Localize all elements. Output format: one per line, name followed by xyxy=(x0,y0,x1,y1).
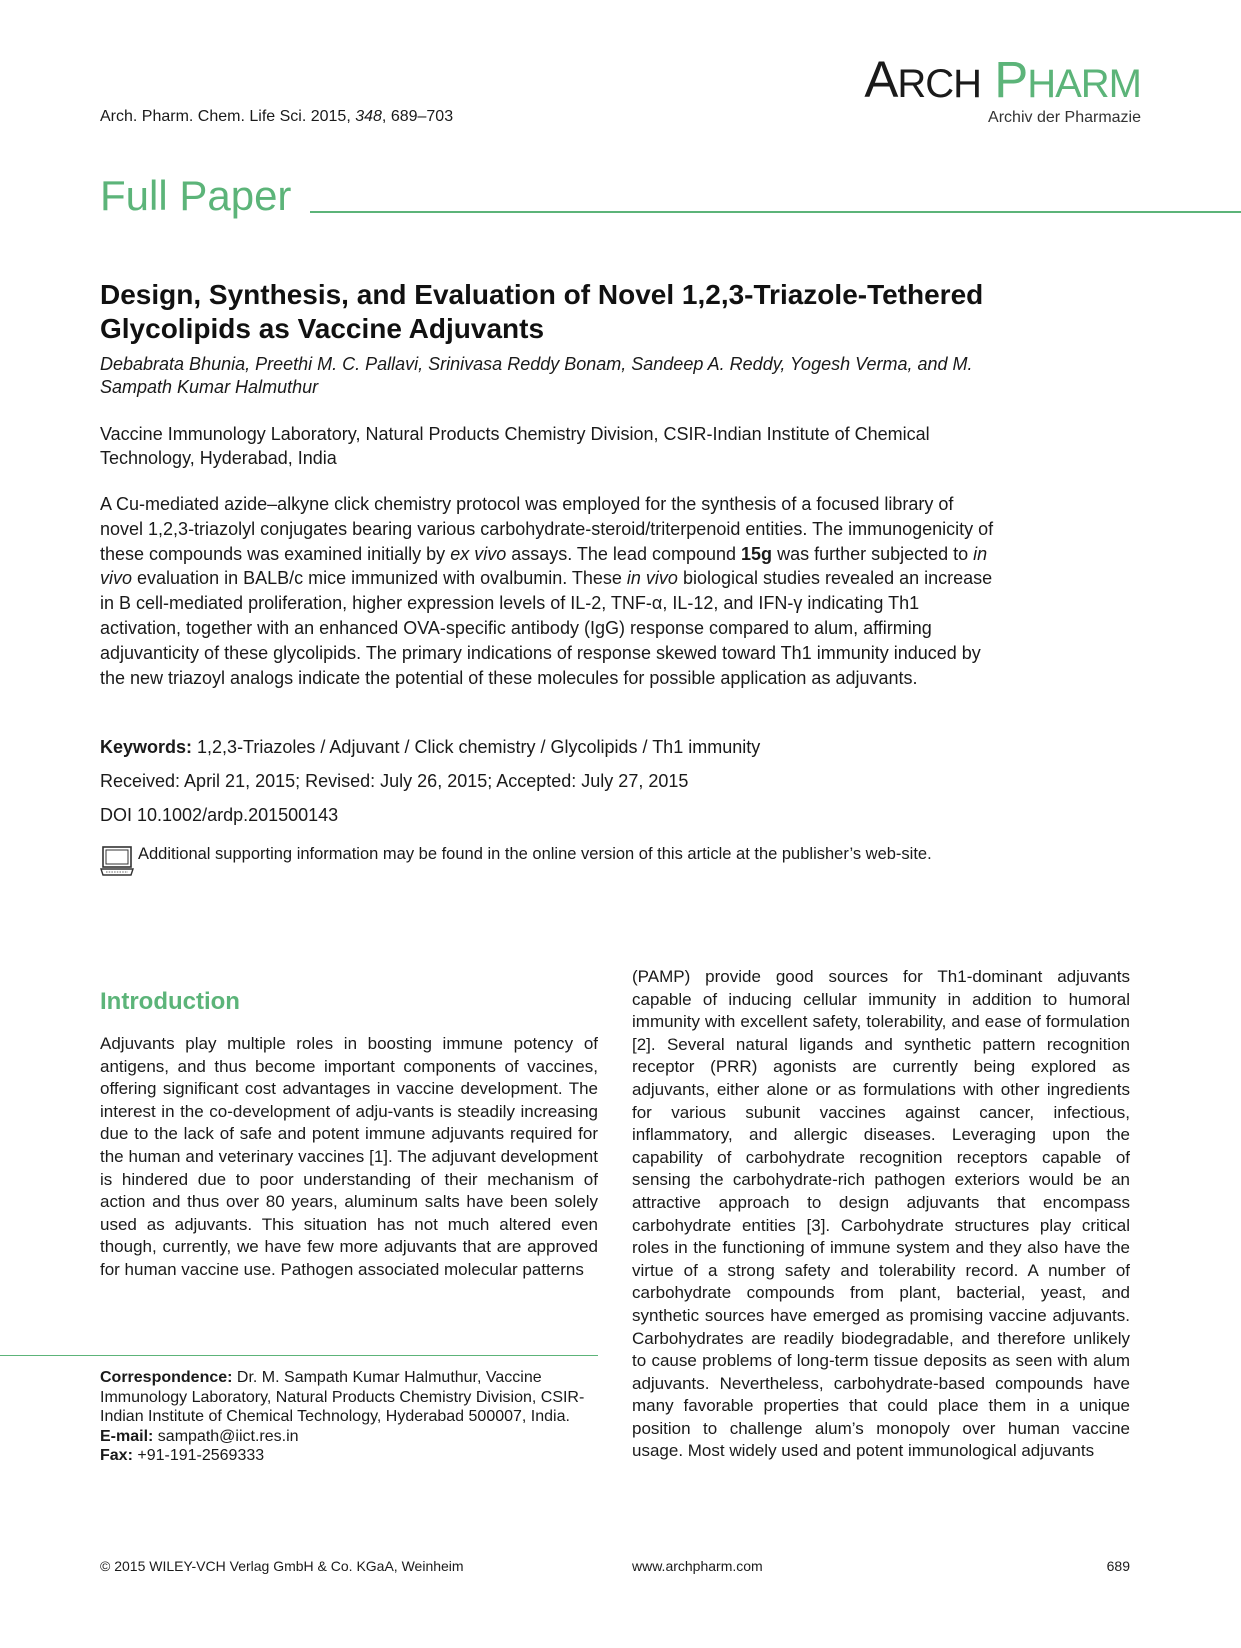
article-title: Design, Synthesis, and Evaluation of Novel 1,2,3-Triazole-Tethered Glycolipids as Vaccine Adjuvants xyxy=(100,279,984,344)
logo-arch-rest: RCH xyxy=(897,62,982,106)
affiliation: Vaccine Immunology Laboratory, Natural Products Chemistry Division, CSIR-Indian Institute of Chemical Technology, Hyderabad, India xyxy=(100,424,930,468)
laptop-icon xyxy=(100,845,134,877)
journal-logo xyxy=(864,51,1141,127)
logo-pharm-rest: HARM xyxy=(1027,62,1141,106)
intro-column-left xyxy=(100,1033,598,1282)
logo-subtitle: Archiv der Pharmazie xyxy=(988,109,1141,126)
correspondence xyxy=(100,1368,600,1466)
abstract-text: evaluation in BALB/c mice immunized with ovalbumin. These xyxy=(132,568,627,589)
abstract-text: was further subjected to xyxy=(772,543,974,564)
abstract-text: A Cu-mediated azide–alkyne click chemistry protocol was employed for the synthesis of a focused library of novel 1,2,3-triazolyl conjugates bearing various carbohydrate-steroid/triterpenoid entities. The immunogenicity of these compounds was examined initially by xyxy=(100,494,994,564)
fax-label: Fax: xyxy=(100,1447,133,1464)
compound-label: 15g xyxy=(741,543,773,564)
citation-prefix: Arch. Pharm. Chem. Life Sci. 2015, xyxy=(100,108,356,125)
keywords-list: 1,2,3-Triazoles / Adjuvant / Click chemistry / Glycolipids / Th1 immunity xyxy=(192,737,761,757)
intro-paragraph: (PAMP) provide good sources for Th1-dominant adjuvants capable of inducing cellular immunity in addition to humoral immunity with excellent safety, tolerability, and ease of formulation [2]. Several natural ligands and synthetic pattern recognition receptor (PRR) agonists are currently being explored as adjuvants, either alone or as formulations with other ingredients for various subunit vaccines against cancer, infectious, inflammatory, and allergic diseases. Leveraging upon the capability of carbohydrate recognition receptors capable of sensing the carbohydrate-rich pathogen exteriors would be an attractive approach to design adjuvants that encompass carbohydrate entities [3]. Carbohydrate structures play critical roles in the functioning of immune system and they also have the virtue of a strong safety and tolerability record. A number of carbohydrate compounds from plant, bacterial, yeast, and synthetic sources have emerged as promising vaccine adjuvants. Carbohydrates are readily biodegradable, and therefore unlikely to cause problems of long-term tissue deposits as seen with alum adjuvants. Nevertheless, carbohydrate-based compounds have many favorable properties that could place them in a unique position to challenge alum’s monopoly over human vaccine usage. Most widely used and potent immunological adjuvants xyxy=(632,967,1130,1461)
page-number: 689 xyxy=(1106,1558,1130,1574)
section-rule xyxy=(310,211,1241,213)
footnote-rule xyxy=(0,1355,598,1356)
abstract-emphasis: ex vivo xyxy=(450,543,507,564)
email-address[interactable]: sampath@iict.res.in xyxy=(153,1427,299,1445)
abstract-emphasis: in vivo xyxy=(100,543,988,589)
section-label: Full Paper xyxy=(100,172,292,219)
logo-arch-first: A xyxy=(864,51,898,108)
intro-heading: Introduction xyxy=(100,988,240,1015)
doi[interactable]: DOI 10.1002/ardp.201500143 xyxy=(100,805,339,825)
supporting-info-text: Additional supporting information may be found in the online version of this article at the publisher’s web-site. xyxy=(138,845,932,863)
abstract-text: biological studies revealed an increase in B cell-mediated proliferation, higher expression levels of IL-2, TNF-α, IL-12, and IFN-γ indicating Th1 activation, together with an enhanced OVA-specific antibody (IgG) response compared to alum, affirming adjuvanticity of these glycolipids. The primary indications of response skewed toward Th1 immunity induced by the new triazoyl analogs indicate the potential of these molecules for possible application as adjuvants. xyxy=(100,568,993,688)
intro-column-right xyxy=(632,966,1130,1463)
abstract-text: assays. The lead compound xyxy=(506,543,742,564)
keywords-label: Keywords: xyxy=(100,737,193,757)
citation-volume: 348 xyxy=(355,108,382,125)
logo-pharm-first: P xyxy=(994,51,1028,108)
email-label: E-mail: xyxy=(100,1427,154,1445)
abstract-emphasis: in vivo xyxy=(626,568,678,589)
abstract xyxy=(100,492,1000,690)
footer-copyright: © 2015 WILEY-VCH Verlag GmbH & Co. KGaA, Weinheim xyxy=(100,1558,464,1574)
journal-citation xyxy=(100,108,453,126)
keywords xyxy=(100,737,760,758)
article-dates: Received: April 21, 2015; Revised: July 26, 2015; Accepted: July 27, 2015 xyxy=(100,771,689,791)
author-list: Debabrata Bhunia, Preethi M. C. Pallavi, Srinivasa Reddy Bonam, Sandeep A. Reddy, Yogesh Verma, and M. Sampath Kumar Halmuthur xyxy=(100,354,973,397)
correspondence-text: Dr. M. Sampath Kumar Halmuthur, Vaccine Immunology Laboratory, Natural Products Chemistry Division, CSIR-Indian Institute of Chemical Technology, Hyderabad 500007, India. xyxy=(100,1369,585,1425)
fax-number: +91-191-2569333 xyxy=(132,1447,265,1464)
footer-url[interactable]: www.archpharm.com xyxy=(632,1558,763,1574)
intro-paragraph: Adjuvants play multiple roles in boosting immune potency of antigens, and thus become important components of vaccines, offering significant cost advantages in vaccine development. The interest in the co-development of adju-vants is steadily increasing due to the lack of safe and potent immune adjuvants required for the human and veterinary vaccines [1]. The adjuvant development is hindered due to poor understanding of their mechanism of action and thus over 80 years, aluminum salts have been solely used as adjuvants. This situation has not much altered even though, currently, we have few more adjuvants that are approved for human vaccine use. Pathogen associated molecular patterns xyxy=(100,1034,598,1279)
supporting-info-note xyxy=(100,845,932,877)
correspondence-label: Correspondence: xyxy=(100,1369,233,1386)
citation-pages: , 689–703 xyxy=(381,108,454,125)
